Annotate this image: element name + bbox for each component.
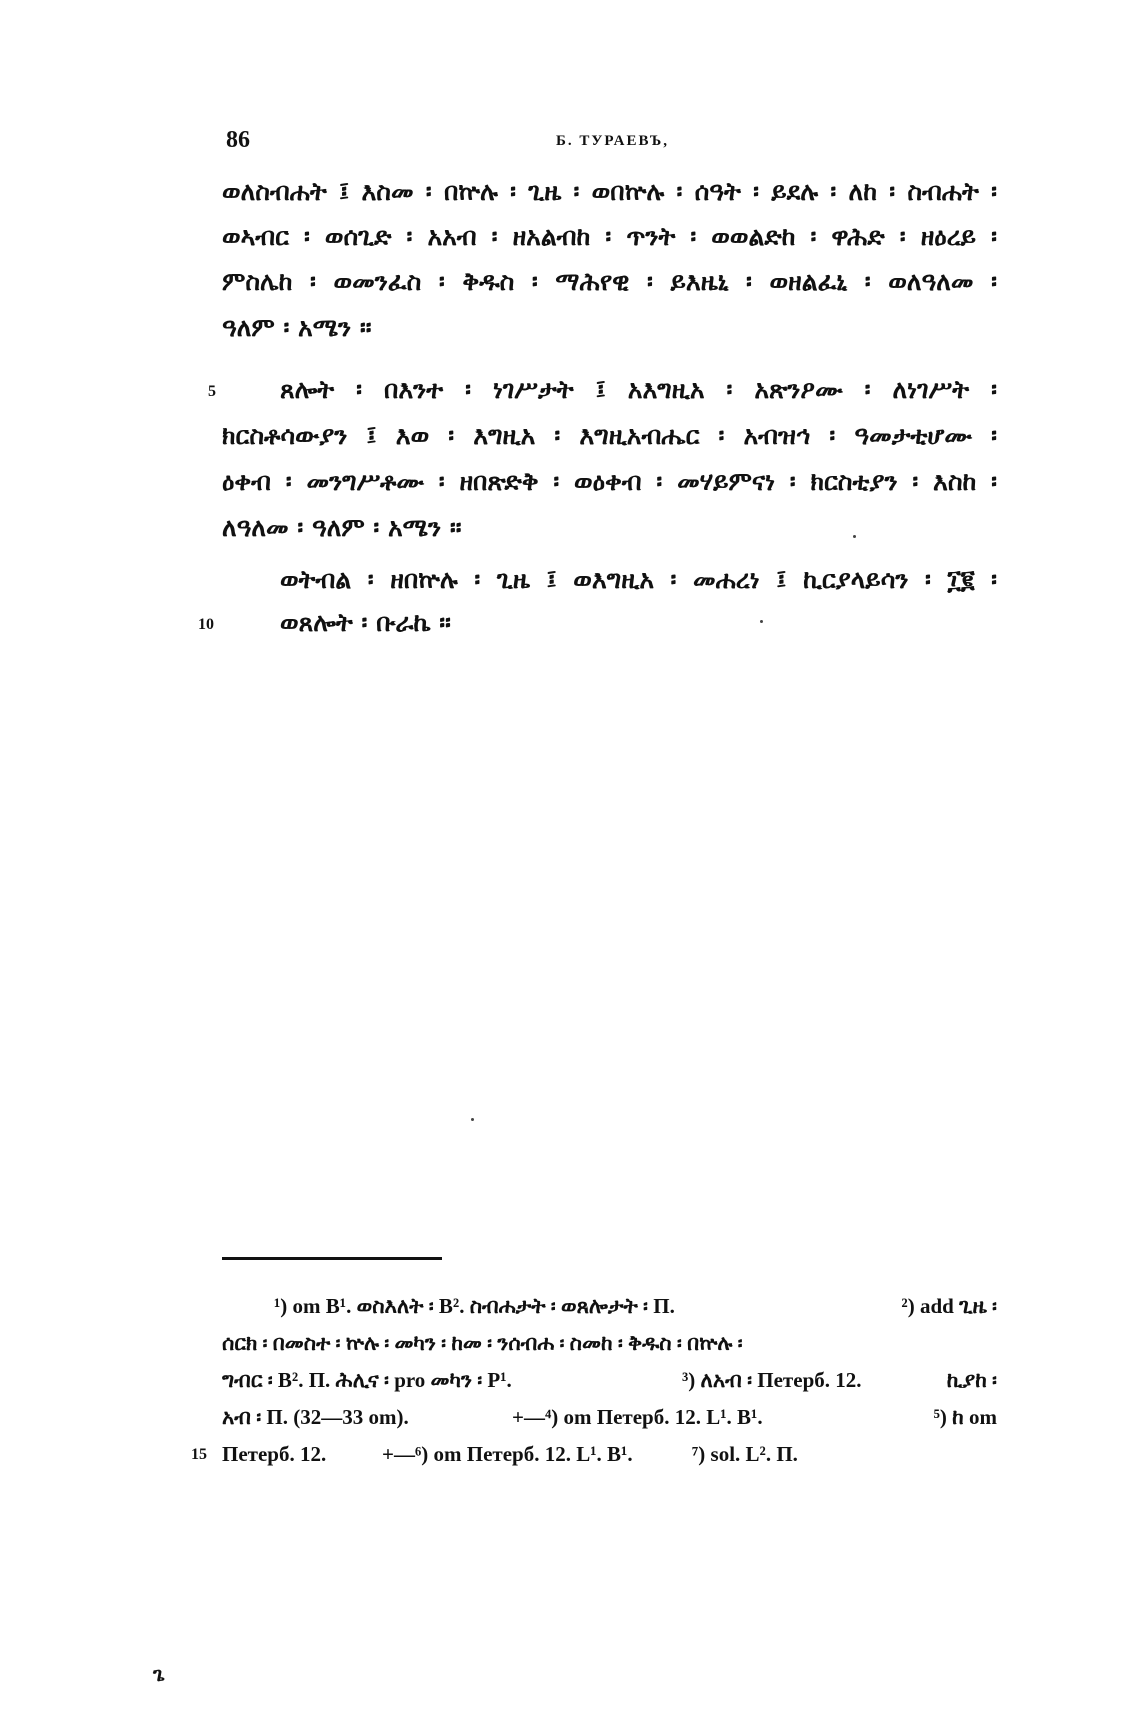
line-number: 5 xyxy=(208,383,216,400)
speck xyxy=(760,620,763,623)
footnote-rule xyxy=(222,1257,442,1260)
text-line: ወኣብር ፡ ወሰጊድ ፡ አአብ ፡ ዘአልብከ ፡ ጥንት ፡ ወወልድከ ፡ ዋሕድ ፡ ዘዕረይ ፡ xyxy=(222,222,997,251)
speck xyxy=(853,535,856,538)
text-line: ጸሎት ፡ በእንተ ፡ ነገሥታት ፤ አእግዚአ ፡ አጽንዖሙ ፡ ለነገሥት ፡ xyxy=(280,375,997,404)
text-line: ዓለም ፡ አሜን ። xyxy=(222,313,372,342)
line-number: 10 xyxy=(198,616,214,633)
footnote-part: ³) ለአብ ፡ Петерб. 12. xyxy=(682,1368,862,1392)
stray-mark: ጌ xyxy=(153,1662,165,1686)
footnote-number: 15 xyxy=(191,1446,207,1463)
running-head: Б. ТУРАЕВЪ, xyxy=(556,133,669,149)
footnote-part: +—⁶) om Петерб. 12. L¹. B¹. xyxy=(382,1442,633,1466)
footnote-part: Петерб. 12. xyxy=(222,1442,327,1466)
text-line: ዕቀብ ፡ መንግሥቶሙ ፡ ዘበጽድቅ ፡ ወዕቀብ ፡ መሃይምናነ ፡ ክርስቲያን ፡ እስከ ፡ xyxy=(222,467,997,496)
text-line: ክርስቶሳውያን ፤ እወ ፡ እግዚአ ፡ እግዚአብሔር ፡ አብዝኅ ፡ ዓመታቲሆሙ ፡ xyxy=(222,421,997,450)
footnote-part: ⁷) sol. L². П. xyxy=(692,1442,798,1466)
footnote-part: ግብር ፡ B². П. ሕሊና ፡ pro መካን ፡ P¹. xyxy=(222,1368,512,1392)
footnote-part: ²) add ጊዜ ፡ xyxy=(901,1294,997,1318)
text-line: ለዓለመ ፡ ዓለም ፡ አሜን ። xyxy=(222,513,462,542)
text-line: ወትብል ፡ ዘበኵሉ ፡ ጊዜ ፤ ወእግዚአ ፡ መሐረነ ፤ ኪርያላይሳን ፡ ፲፪ ፡ xyxy=(280,565,997,594)
footnote-part: አብ ፡ П. (32—33 om). xyxy=(222,1405,409,1429)
footnote-part: ¹) om B¹. ወስእለት ፡ B². ስብሐታት ፡ ወጸሎታት ፡ П. xyxy=(274,1294,675,1318)
text-line: ወለስብሐት ፤ እስመ ፡ በኵሉ ፡ ጊዜ ፡ ወበኵሉ ፡ ሰዓት ፡ ይደሉ ፡ ለከ ፡ ስብሐት ፡ xyxy=(222,177,997,206)
footnote-part: ኪያከ ፡ xyxy=(946,1368,997,1392)
footnote-part: ሰርክ ፡ በመስተ ፡ ኵሉ ፡ መካን ፡ ከመ ፡ ንሰብሐ ፡ ስመከ ፡ ቅዱስ ፡ በኵሉ ፡ xyxy=(222,1331,743,1355)
text-line: ወጸሎት ፡ ቡራኬ ። xyxy=(280,608,451,637)
speck xyxy=(471,1118,474,1121)
footnote-part: ⁵) ከ om xyxy=(933,1405,997,1429)
text-line: ምስሌከ ፡ ወመንፈስ ፡ ቅዱስ ፡ ማሕየዊ ፡ ይእዜኒ ፡ ወዘልፈኒ ፡ ወለዓለመ ፡ xyxy=(222,267,997,296)
footnote-line xyxy=(222,1331,997,1356)
page-number: 86 xyxy=(226,127,250,153)
footnote-part: +—⁴) om Петерб. 12. L¹. B¹. xyxy=(512,1405,763,1429)
